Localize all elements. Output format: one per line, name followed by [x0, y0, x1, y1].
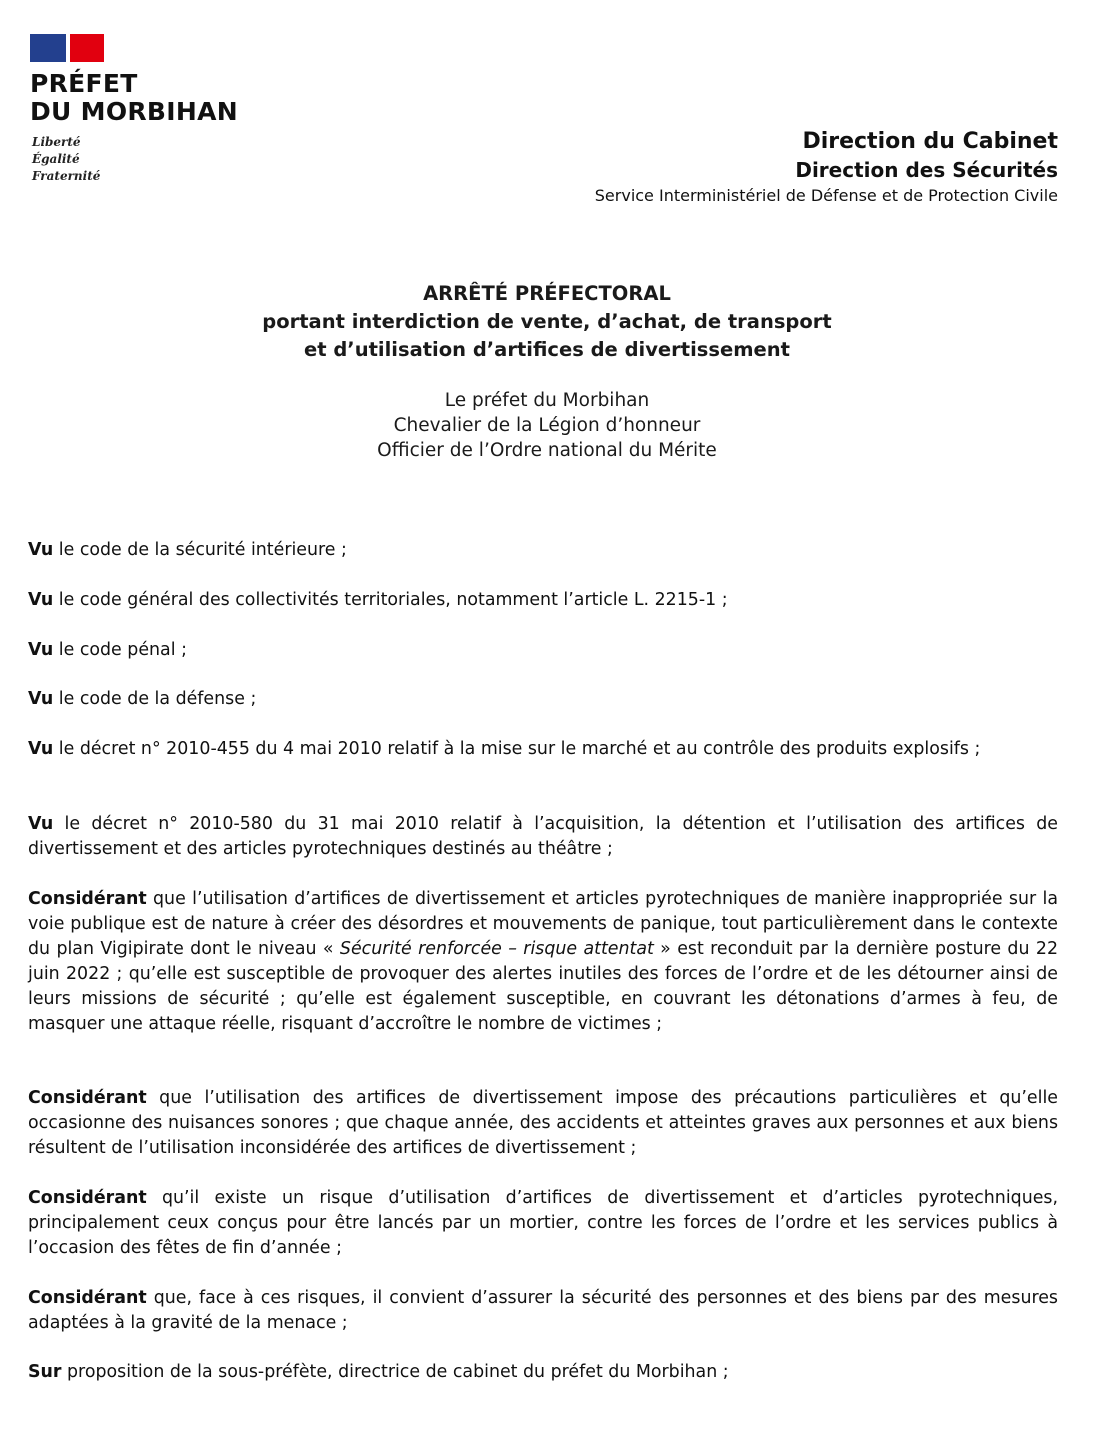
- paragraph-lead: Sur: [28, 1362, 62, 1382]
- paragraph-text: proposition de la sous-préfète, directrice de cabinet du préfet du Morbihan ;: [61, 1362, 729, 1382]
- marianne-flag-icon: [30, 34, 104, 62]
- visa-paragraph: [28, 638, 1058, 663]
- paragraph-lead: Considérant: [28, 1088, 147, 1108]
- document-title: [0, 280, 1094, 364]
- visa-paragraph: [28, 812, 1058, 862]
- motto-liberte: Liberté: [32, 135, 81, 149]
- paragraph-lead: Vu: [28, 739, 54, 759]
- authority-block: [0, 388, 1094, 463]
- paragraph-text: le code pénal ;: [53, 640, 187, 660]
- visa-paragraph: [28, 687, 1058, 712]
- visa-paragraph: [28, 588, 1058, 613]
- visa-paragraph: [28, 737, 1058, 762]
- paragraph-text: le décret n° 2010-455 du 4 mai 2010 relatif à la mise sur le marché et au contrôle des produits explosifs ;: [53, 739, 981, 759]
- paragraph-lead: Vu: [28, 590, 54, 610]
- paragraph-italic: Sécurité renforcée – risque attentat: [339, 939, 654, 959]
- prefecture-name: [30, 70, 238, 126]
- motto-egalite: Égalité: [32, 152, 80, 166]
- direction-securites: Direction des Sécurités: [795, 158, 1058, 182]
- paragraph-text: le code de la sécurité intérieure ;: [53, 540, 347, 560]
- title-line3: et d’utilisation d’artifices de divertissement: [304, 338, 790, 361]
- paragraph-text: que l’utilisation des artifices de divertissement impose des précautions particulières et qu’elle occasionne des nuisances sonores ; que chaque année, des accidents et atteintes graves aux personnes et aux biens résultent de l’utilisation inconsidérée des artifices de divertissement ;: [28, 1088, 1058, 1158]
- prefet-line2: DU MORBIHAN: [30, 97, 238, 126]
- title-line2: portant interdiction de vente, d’achat, de transport: [262, 310, 832, 333]
- paragraph-lead: Considérant: [28, 1288, 147, 1308]
- authority-line3: Officier de l’Ordre national du Mérite: [377, 440, 717, 461]
- republic-motto: [32, 134, 100, 185]
- authority-line2: Chevalier de la Légion d’honneur: [393, 415, 701, 436]
- paragraph-lead: Vu: [28, 640, 54, 660]
- paragraph-text: que, face à ces risques, il convient d’assurer la sécurité des personnes et des biens par des mesures adaptées à la gravité de la menace ;: [28, 1288, 1058, 1333]
- paragraph-lead: Vu: [28, 689, 54, 709]
- paragraph-lead: Considérant: [28, 1188, 147, 1208]
- paragraph-text: que l’utilisation d’artifices de divertissement et articles pyrotechniques de manière inappropriée sur la voie publique est de nature à créer des désordres et mouvements de panique, tout particulièrement dans le contexte du plan Vigipirate dont le niveau «: [28, 889, 1058, 959]
- issuing-directions: [595, 128, 1058, 208]
- authority-line1: Le préfet du Morbihan: [444, 390, 650, 411]
- considerant-paragraph: [28, 1186, 1058, 1261]
- prefet-line1: PRÉFET: [30, 69, 138, 98]
- paragraph-text-continued: » est reconduit par la dernière posture du 22 juin 2022 ; qu’elle est susceptible de provoquer des alertes inutiles des forces de l’ordre et de les détourner ainsi de leurs missions de sécurité ; qu’elle est également susceptible, en couvrant les détonations d’armes à feu, de masquer une attaque réelle, risquant d’accroître le nombre de victimes ;: [28, 939, 1059, 1034]
- paragraph-lead: Vu: [28, 814, 54, 834]
- proposition-paragraph: [28, 1360, 1058, 1385]
- paragraph-text: le décret n° 2010-580 du 31 mai 2010 relatif à l’acquisition, la détention et l’utilisation des artifices de divertissement et des articles pyrotechniques destinés au théâtre ;: [28, 814, 1058, 859]
- direction-cabinet: Direction du Cabinet: [802, 129, 1058, 154]
- considerant-paragraph: [28, 887, 1058, 1037]
- title-line1: ARRÊTÉ PRÉFECTORAL: [423, 282, 671, 305]
- paragraph-text: le code général des collectivités territoriales, notamment l’article L. 2215-1 ;: [53, 590, 728, 610]
- paragraph-lead: Vu: [28, 540, 54, 560]
- service-name: Service Interministériel de Défense et de Protection Civile: [594, 186, 1058, 205]
- paragraph-text: le code de la défense ;: [53, 689, 257, 709]
- motto-fraternite: Fraternité: [32, 169, 101, 183]
- considerant-paragraph: [28, 1086, 1058, 1161]
- visa-paragraph: [28, 538, 1058, 563]
- paragraph-lead: Considérant: [28, 889, 147, 909]
- considerant-paragraph: [28, 1286, 1058, 1336]
- paragraph-text: qu’il existe un risque d’utilisation d’artifices de divertissement et d’articles pyrotechniques, principalement ceux conçus pour être lancés par un mortier, contre les forces de l’ordre et les services publics à l’occasion des fêtes de fin d’année ;: [28, 1188, 1058, 1258]
